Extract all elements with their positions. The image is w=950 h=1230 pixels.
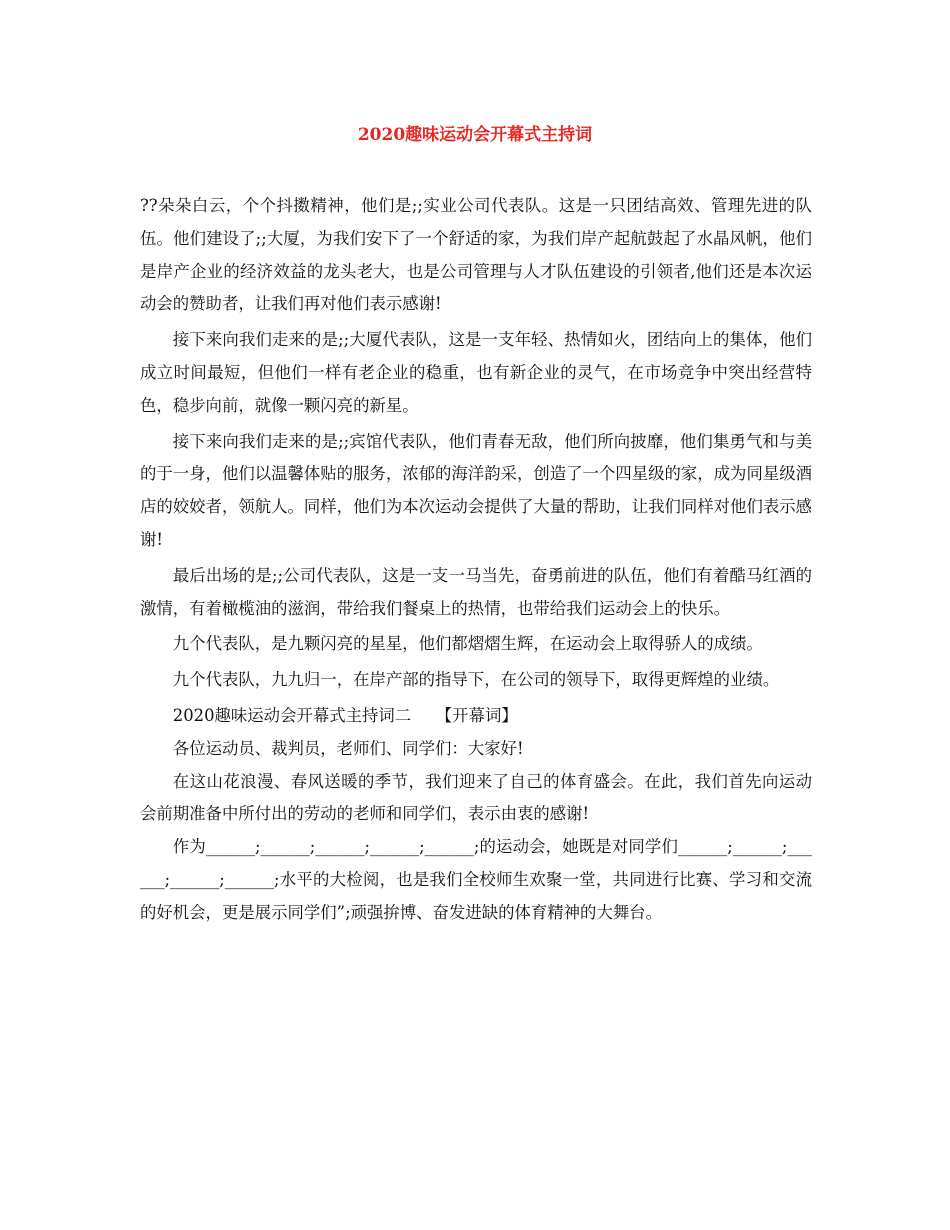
paragraph-6: 九个代表队，九九归一，在岸产部的指导下，在公司的领导下，取得更辉煌的业绩。 <box>172 670 780 690</box>
document-body <box>140 190 812 930</box>
paragraph-9: 在这山花浪漫、春风送暖的季节，我们迎来了自己的体育盛会。在此，我们首先向运动会前期准备中所付出的劳动的老师和同学们，表示由衷的感谢! <box>140 771 812 824</box>
paragraph-2: 接下来向我们走来的是;;大厦代表队，这是一支年轻、热情如火，团结向上的集体，他们成立时间最短，但他们一样有老企业的稳重，也有新企业的灵气，在市场竞争中突出经营特色，稳步向前，就像一颗闪亮的新星。 <box>140 330 812 415</box>
paragraph-10: 作为______;______;______;______;______;的运动会，她既是对同学们______;______;______;______;______;水平的大检阅，也是我们全校师生欢聚一堂，共同进行比赛、学习和交流的好机会，更是展示同学们”;顽强拚博、奋发进缺的体育精神的大舞台。 <box>140 837 812 922</box>
section-heading: 2020趣味运动会开幕式主持词二 【开幕词】 <box>172 705 518 725</box>
paragraph-5: 九个代表队，是九颗闪亮的星星，他们都熠熠生辉，在运动会上取得骄人的成绩。 <box>172 634 763 654</box>
paragraph-4: 最后出场的是;;公司代表队，这是一支一马当先，奋勇前进的队伍，他们有着酷马红酒的激情，有着橄榄油的滋润，带给我们餐桌上的热情，也带给我们运动会上的快乐。 <box>140 565 812 618</box>
paragraph-3: 接下来向我们走来的是;;宾馆代表队，他们青春无敌，他们所向披靡，他们集勇气和与美的于一身，他们以温馨体贴的服务，浓郁的海洋韵采，创造了一个四星级的家，成为同星级酒店的姣姣者，领航人。同样，他们为本次运动会提供了大量的帮助，让我们同样对他们表示感谢! <box>140 431 813 549</box>
paragraph-8: 各位运动员、裁判员，老师们、同学们：大家好! <box>172 738 524 758</box>
document-title: 2020趣味运动会开幕式主持词 <box>357 125 593 145</box>
paragraph-1: ??朵朵白云，个个抖擞精神，他们是;;实业公司代表队。这是一只团结高效、管理先进的队伍。他们建设了;;大厦，为我们安下了一个舒适的家，为我们岸产起航鼓起了水晶风帆，他们是岸产企业的经济效益的龙头老大，也是公司管理与人才队伍建设的引领者,他们还是本次运动会的赞助者，让我们再对他们表示感谢! <box>140 196 812 314</box>
